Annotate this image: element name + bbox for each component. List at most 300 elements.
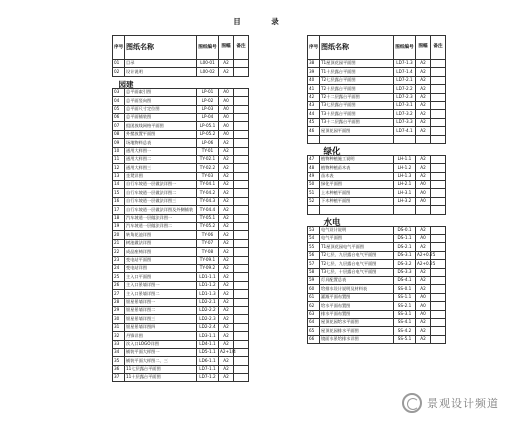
cell-code: LD3-1.1 <box>197 332 219 340</box>
cell-no: 47 <box>308 155 320 163</box>
cell-remark <box>234 197 249 205</box>
cell-no: 65 <box>308 327 320 335</box>
section-row <box>308 214 446 226</box>
cell-code: DS-1.1 <box>394 235 416 243</box>
blank-cell <box>320 135 394 143</box>
cell-remark <box>234 172 249 180</box>
cell-remark <box>234 214 249 222</box>
cell-code: LP-06 <box>197 139 219 147</box>
cell-name: 电气平面图 <box>320 235 394 243</box>
cell-size: A2 <box>219 340 234 348</box>
cell-code: TY-04.1 <box>197 181 219 189</box>
table-row <box>113 231 249 239</box>
cell-name: 场地物料总表 <box>125 139 197 147</box>
cell-size: A2 <box>219 68 234 76</box>
table-row <box>308 197 446 205</box>
cell-remark <box>431 310 446 318</box>
cell-name: 总平面竖向图 <box>125 97 197 105</box>
cell-remark <box>234 130 249 138</box>
cell-name: 铺装平面大样图二、三 <box>125 357 197 365</box>
cell-code: LD2-2.1 <box>197 298 219 306</box>
cell-remark <box>431 68 446 76</box>
cell-code: LD2-2.3 <box>197 315 219 323</box>
cell-size: A2 <box>416 243 431 251</box>
cell-name: 设计说明 <box>125 68 197 76</box>
cell-name: 铺装平面大样图一 <box>125 348 197 356</box>
table-row <box>113 88 249 96</box>
cell-remark <box>431 189 446 197</box>
cell-name: 上木种植平面图 <box>320 189 394 197</box>
cell-remark <box>431 172 446 180</box>
cell-name: 自行车坡道一层做法详图一 <box>125 181 197 189</box>
cell-remark <box>431 226 446 234</box>
table-row <box>113 113 249 121</box>
cell-remark <box>234 281 249 289</box>
cell-remark <box>431 85 446 93</box>
cell-code: LD2-2.4 <box>197 323 219 331</box>
cell-size: A2 <box>219 306 234 314</box>
blank-row <box>308 206 446 214</box>
section-label: 园建 <box>118 80 134 90</box>
cell-size: A2 <box>416 172 431 180</box>
table-row <box>113 130 249 138</box>
cell-code: LH-1.2 <box>394 164 416 172</box>
table-row <box>113 206 249 214</box>
header-no <box>113 36 125 60</box>
cell-name: 通用大样图三 <box>125 164 197 172</box>
cell-remark <box>234 298 249 306</box>
table-row <box>308 327 446 335</box>
cell-code: LP-01 <box>197 88 219 96</box>
cell-remark <box>234 155 249 163</box>
table-row <box>113 248 249 256</box>
cell-no: 24 <box>113 264 125 272</box>
cell-remark <box>431 60 446 68</box>
cell-no: 02 <box>113 68 125 76</box>
cell-name: 成品座椅详图 <box>125 248 197 256</box>
header-remark: 备注 <box>431 36 446 60</box>
cell-name: 镜面水景给排水详图 <box>320 335 394 343</box>
header-code <box>394 36 416 60</box>
cell-name: T2七层露台平面图 <box>320 76 394 84</box>
cell-code: TY-09.1 <box>197 256 219 264</box>
cell-name: 变电站平面图 <box>125 256 197 264</box>
table-row <box>113 323 249 331</box>
cell-size: A2 <box>219 290 234 298</box>
cell-no: 04 <box>113 97 125 105</box>
cell-name: 总平面铺装图 <box>125 113 197 121</box>
cell-no: 13 <box>113 172 125 180</box>
cell-size: A0 <box>416 293 431 301</box>
cell-no: 07 <box>113 122 125 130</box>
cell-code: LH-3.1 <box>394 189 416 197</box>
cell-name: 通用大样图一 <box>125 147 197 155</box>
cell-no: 58 <box>308 268 320 276</box>
cell-name: 总平面索引图 <box>125 88 197 96</box>
cell-name: 丹锋详图 <box>125 332 197 340</box>
cell-name: 11七层露台平面图 <box>125 365 197 373</box>
cell-code: LD7-3.2 <box>394 110 416 118</box>
cell-name: 电气设计说明 <box>320 226 394 234</box>
cell-size: A2 <box>219 315 234 323</box>
cell-name: T2十二层露台平面图 <box>320 93 394 101</box>
cell-remark <box>234 365 249 373</box>
section-label: 绿化 <box>323 147 341 158</box>
cell-code: LP-02 <box>197 97 219 105</box>
cell-size: A0 <box>219 105 234 113</box>
cell-name: 主入口景墙详图一 <box>125 281 197 289</box>
table-header-row <box>113 36 249 60</box>
cell-name: T3七层、十层露台电气平面图 <box>320 268 394 276</box>
cell-name: 屋顶花园给水平面图 <box>320 318 394 326</box>
cell-size: A2 <box>416 335 431 343</box>
cell-name: 下木种植平面图 <box>320 197 394 205</box>
cell-name: 银星景墙详图二 <box>125 306 197 314</box>
cell-no: 26 <box>113 281 125 289</box>
cell-remark <box>234 306 249 314</box>
cell-size: A2 <box>219 239 234 247</box>
cell-size: A2 <box>416 327 431 335</box>
cell-remark <box>431 197 446 205</box>
cell-code: TY-04.4 <box>197 206 219 214</box>
cell-name: 屋顶花园排水平面图 <box>320 327 394 335</box>
cell-remark <box>234 181 249 189</box>
cell-name: 次入口LOGO详图 <box>125 340 197 348</box>
cell-name: 总平面尺寸定位图 <box>125 105 197 113</box>
cell-code: SS-0.1 <box>394 285 416 293</box>
cell-code: LD7-2.3 <box>394 93 416 101</box>
cell-code: LH-1.3 <box>394 172 416 180</box>
cell-remark <box>234 164 249 172</box>
cell-no: 37 <box>113 374 125 382</box>
cell-code: TY-04.3 <box>197 197 219 205</box>
cell-no: 35 <box>113 357 125 365</box>
cell-no: 52 <box>308 197 320 205</box>
header-no <box>308 36 320 60</box>
cell-size: A2 <box>416 110 431 118</box>
cell-name: 汽车坡道一层做法详图二 <box>125 223 197 231</box>
cell-size: A2 <box>219 147 234 155</box>
cell-name: 组团放线网格平面图 <box>125 122 197 130</box>
cell-size: A2 <box>219 155 234 163</box>
cell-code: LD1-1.3 <box>197 290 219 298</box>
cell-no: 21 <box>113 239 125 247</box>
cell-remark <box>431 327 446 335</box>
cell-size: A2 <box>416 76 431 84</box>
cell-no: 38 <box>308 60 320 68</box>
cell-no: 42 <box>308 93 320 101</box>
table-row <box>308 155 446 163</box>
cell-no: 34 <box>113 348 125 356</box>
cell-code: TY-02.1 <box>197 155 219 163</box>
cell-no: 01 <box>113 60 125 68</box>
cell-no: 08 <box>113 130 125 138</box>
cell-size: A2 <box>416 85 431 93</box>
cell-size: A2 <box>416 164 431 172</box>
page-title: 目 录 <box>233 17 293 26</box>
table-row <box>308 268 446 276</box>
cell-remark <box>234 97 249 105</box>
cell-remark <box>431 118 446 126</box>
cell-size: A2 <box>416 318 431 326</box>
cell-code: TY-07 <box>197 239 219 247</box>
cell-name: 银星景墙详图三 <box>125 315 197 323</box>
cell-remark <box>431 235 446 243</box>
header-code <box>197 36 219 60</box>
cell-no: 39 <box>308 68 320 76</box>
cell-size: A2 <box>219 298 234 306</box>
table-row <box>308 318 446 326</box>
table-row <box>308 60 446 68</box>
cell-remark <box>431 268 446 276</box>
cell-no: 59 <box>308 276 320 284</box>
cell-code: SS-2.1 <box>394 302 416 310</box>
table-row <box>308 172 446 180</box>
cell-name: 自行车坡道一层做法详图三 <box>125 197 197 205</box>
cell-no: 29 <box>113 306 125 314</box>
cell-remark <box>234 68 249 76</box>
cell-code: LD7-3.3 <box>394 118 416 126</box>
cell-no: 27 <box>113 290 125 298</box>
cell-size: A2 <box>219 189 234 197</box>
cell-name: 自行车坡道一层做法详图及外侧铺装 <box>125 206 197 214</box>
table-row <box>308 181 446 189</box>
table-row <box>113 197 249 205</box>
cell-no: 20 <box>113 231 125 239</box>
table-row <box>308 68 446 76</box>
cell-code: LD7-2.2 <box>394 85 416 93</box>
cell-name: 植物种植苗木表 <box>320 164 394 172</box>
header-size: 图幅 <box>219 36 234 60</box>
table-row <box>113 214 249 222</box>
header-code-text: 图纸编号 <box>198 45 217 50</box>
cell-code: DS-4.1 <box>394 276 416 284</box>
cell-no: 40 <box>308 76 320 84</box>
cell-size: A2 <box>219 256 234 264</box>
cell-size: A2 <box>416 276 431 284</box>
cell-size: A0 <box>416 235 431 243</box>
cell-code: LD2-2.2 <box>197 306 219 314</box>
table-row <box>308 85 446 93</box>
table-row <box>113 273 249 281</box>
cell-size: A0 <box>416 197 431 205</box>
cell-code: DS-3.2 <box>394 260 416 268</box>
cell-size: A2 <box>416 118 431 126</box>
cell-size: A2 <box>219 264 234 272</box>
table-row <box>308 276 446 284</box>
cell-no: 56 <box>308 251 320 259</box>
cell-no: 33 <box>113 340 125 348</box>
cell-size: A0 <box>416 302 431 310</box>
cell-remark <box>431 155 446 163</box>
cell-size: A2 <box>416 127 431 135</box>
cell-remark <box>431 127 446 135</box>
table-row <box>308 76 446 84</box>
cell-size: A0 <box>219 130 234 138</box>
cell-code: TY-04.2 <box>197 189 219 197</box>
cell-remark <box>234 113 249 121</box>
blank-cell <box>431 135 446 143</box>
cell-name: 汽车坡道一层做法详图一 <box>125 214 197 222</box>
cell-code: DS-2.1 <box>394 243 416 251</box>
cell-no: 31 <box>113 323 125 331</box>
table-row <box>113 223 249 231</box>
cell-code: DS-3.1 <box>394 251 416 259</box>
cell-size: A2 <box>219 206 234 214</box>
table-row <box>308 110 446 118</box>
table-row <box>308 243 446 251</box>
cell-remark <box>234 105 249 113</box>
section-row <box>308 143 446 155</box>
header-name: 图纸名称 <box>125 36 197 60</box>
cell-size: A2 <box>219 139 234 147</box>
table-row <box>113 60 249 68</box>
cell-name: 植物种植施工说明 <box>320 155 394 163</box>
cell-name: T2七层、九层露台电气平面图 <box>320 260 394 268</box>
cell-name: T2十层露台平面图 <box>320 85 394 93</box>
cell-remark <box>431 293 446 301</box>
cell-size: A0 <box>416 181 431 189</box>
table-row <box>308 93 446 101</box>
cell-size: A2 <box>416 68 431 76</box>
table-row <box>113 281 249 289</box>
cell-remark <box>431 164 446 172</box>
cell-code: TY-05.2 <box>197 223 219 231</box>
cell-remark <box>234 139 249 147</box>
blank-cell <box>308 206 320 214</box>
cell-size: A0 <box>416 189 431 197</box>
cell-size: A2 <box>219 332 234 340</box>
cell-name: 绿化平面图 <box>320 181 394 189</box>
cell-no: 45 <box>308 118 320 126</box>
table-row <box>113 105 249 113</box>
table-row <box>308 101 446 109</box>
cell-name: 目录 <box>125 60 197 68</box>
cell-code: SS-4.1 <box>394 318 416 326</box>
cell-code: SS-3.1 <box>394 310 416 318</box>
table-row <box>113 264 249 272</box>
cell-name: 转角花池详图 <box>125 231 197 239</box>
cell-remark <box>431 302 446 310</box>
table-row <box>113 147 249 155</box>
table-row <box>113 139 249 147</box>
table-row <box>308 310 446 318</box>
table-row <box>308 335 446 343</box>
cell-no: 66 <box>308 335 320 343</box>
cell-code: LD1-1.1 <box>197 273 219 281</box>
cell-size: A0 <box>416 310 431 318</box>
cell-remark <box>234 60 249 68</box>
table-row <box>113 340 249 348</box>
cell-remark <box>234 223 249 231</box>
cell-remark <box>234 374 249 382</box>
cell-size: A2 <box>416 285 431 293</box>
cell-code: L00-02 <box>197 68 219 76</box>
cell-remark <box>431 181 446 189</box>
cell-no: 16 <box>113 197 125 205</box>
cell-no: 15 <box>113 189 125 197</box>
blank-cell <box>416 206 431 214</box>
cell-no: 06 <box>113 113 125 121</box>
cell-remark <box>234 239 249 247</box>
cell-code: TY-01 <box>197 147 219 155</box>
cell-name: T1屋顶花园电气平面图 <box>320 243 394 251</box>
cell-code: LH-3.2 <box>394 197 416 205</box>
table-row <box>308 226 446 234</box>
cell-remark <box>431 93 446 101</box>
table-row <box>113 290 249 298</box>
table-row <box>113 357 249 365</box>
cell-code: LD1-1.2 <box>197 281 219 289</box>
cell-remark <box>234 323 249 331</box>
cell-code: LD5-1.1 <box>197 348 219 356</box>
cell-name: 银星景墙详图一 <box>125 298 197 306</box>
cell-no: 46 <box>308 127 320 135</box>
cell-code: SS-5.1 <box>394 335 416 343</box>
cell-no: 50 <box>308 181 320 189</box>
cell-size: A2 <box>219 197 234 205</box>
cell-no: 17 <box>113 206 125 214</box>
cell-name: 变电站详图 <box>125 264 197 272</box>
cell-code: L00-01 <box>197 60 219 68</box>
cell-size: A2+0.25 <box>416 251 431 259</box>
cell-size: A0 <box>219 97 234 105</box>
cell-no: 49 <box>308 172 320 180</box>
cell-remark <box>234 122 249 130</box>
blank-cell <box>394 135 416 143</box>
cell-remark <box>431 276 446 284</box>
table-row <box>113 256 249 264</box>
cell-remark <box>234 332 249 340</box>
cell-size: A2 <box>219 164 234 172</box>
cell-code: LD7-4.1 <box>394 127 416 135</box>
table-row <box>308 235 446 243</box>
cell-code: LP-04 <box>197 113 219 121</box>
blank-cell <box>308 135 320 143</box>
cell-no: 18 <box>113 214 125 222</box>
cell-size: A2 <box>416 155 431 163</box>
cell-size: A2 <box>219 374 234 382</box>
cell-no: 55 <box>308 243 320 251</box>
cell-size: A2 <box>219 365 234 373</box>
cell-no: 11 <box>113 155 125 163</box>
cell-no: 10 <box>113 147 125 155</box>
cell-name: 主入口景墙详图二 <box>125 290 197 298</box>
cell-size: A2 <box>219 172 234 180</box>
cell-code: LP-05.1 <box>197 122 219 130</box>
blank-cell <box>416 135 431 143</box>
cell-code: SS-1.1 <box>394 293 416 301</box>
table-row <box>113 374 249 382</box>
cell-no: 03 <box>113 88 125 96</box>
drawing-index-table-left <box>112 35 249 382</box>
cell-no: 25 <box>113 273 125 281</box>
cell-size: A2 <box>219 323 234 331</box>
cell-code: TY-02.2 <box>197 164 219 172</box>
cell-no: 43 <box>308 101 320 109</box>
table-row <box>308 251 446 259</box>
table-row <box>308 260 446 268</box>
table-row <box>113 298 249 306</box>
cell-name: T3十二层露台平面图 <box>320 118 394 126</box>
cell-size: A2 <box>416 93 431 101</box>
cell-size: A2+0.25 <box>416 260 431 268</box>
cell-code: LD7-3.1 <box>394 101 416 109</box>
cell-remark <box>431 318 446 326</box>
blank-cell <box>394 206 416 214</box>
cell-no: 48 <box>308 164 320 172</box>
channel-logo-icon <box>402 393 422 413</box>
